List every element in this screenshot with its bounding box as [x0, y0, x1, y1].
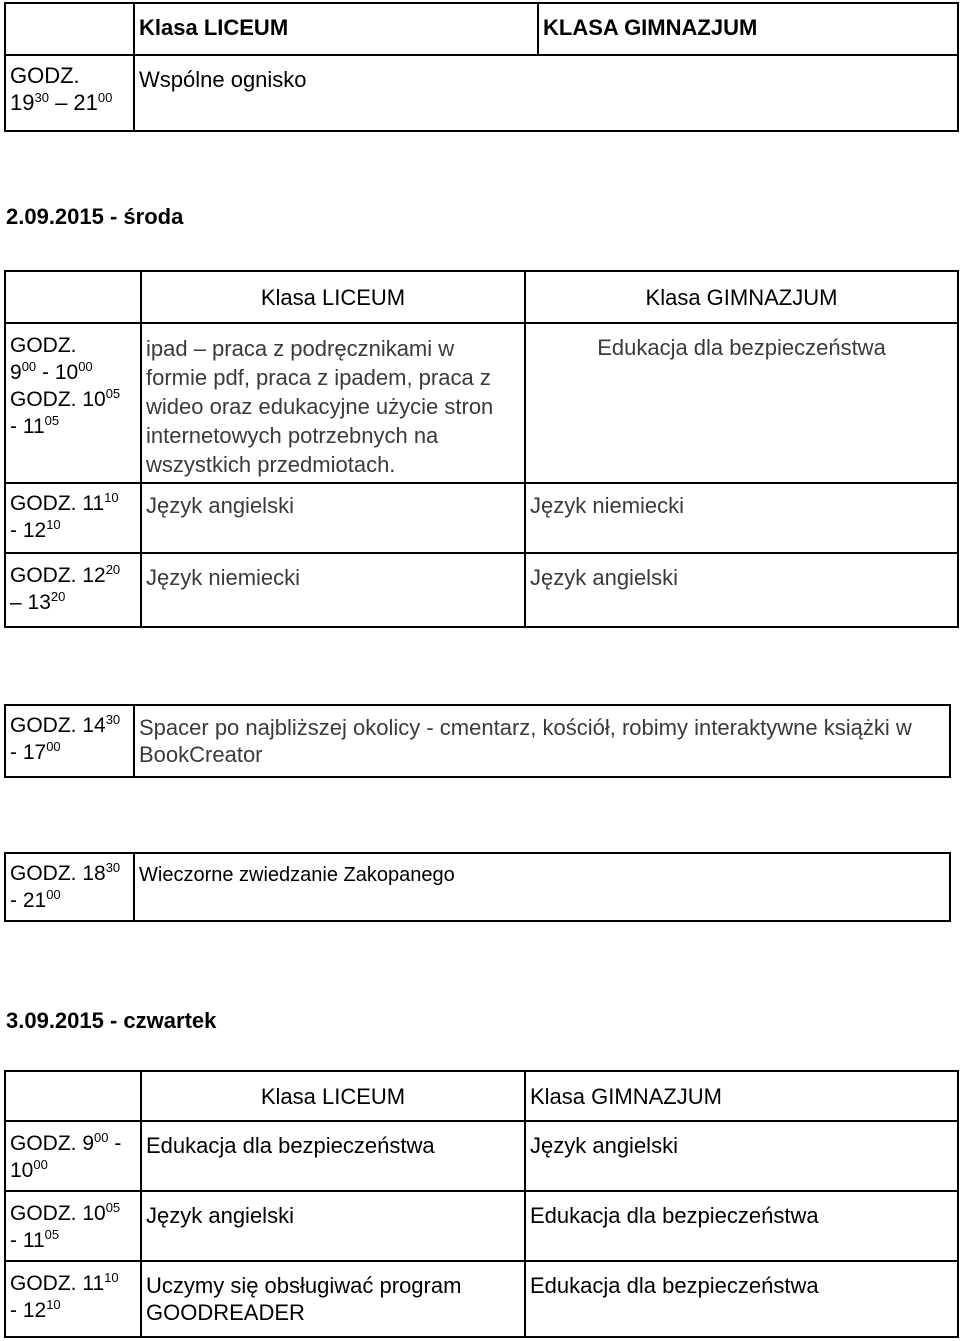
lesson-cell-gimnazjum: Edukacja dla bezpieczeństwa	[525, 323, 958, 483]
header-liceum: Klasa LICEUM	[141, 271, 525, 323]
header-liceum: Klasa LICEUM	[141, 1071, 525, 1121]
lesson-cell-liceum: Język angielski	[141, 483, 525, 553]
schedule-table-day1	[4, 270, 959, 628]
activity-cell: Wspólne ognisko	[134, 55, 958, 131]
time-cell: GODZ. $9^{00}$ - $10^{00}$	[5, 1121, 141, 1191]
lesson-cell-gimnazjum: Język angielski	[525, 1121, 958, 1191]
time-cell: GODZ. $10^{05}$ - $11^{05}$	[5, 1191, 141, 1261]
schedule-table-evening	[4, 852, 951, 922]
empty-corner-cell	[5, 3, 134, 55]
empty-corner-cell	[5, 1071, 141, 1121]
lesson-cell-liceum: Język niemiecki	[141, 553, 525, 627]
schedule-table-day2	[4, 1070, 959, 1338]
time-cell: GODZ. $9^{00} - 10^{00}$ GODZ. $10^{05}$ - $11^{05}$	[5, 323, 141, 483]
activity-cell: Wieczorne zwiedzanie Zakopanego	[134, 853, 950, 921]
empty-corner-cell	[5, 271, 141, 323]
header-gimnazjum: Klasa GIMNAZJUM	[525, 1071, 958, 1121]
lesson-cell-gimnazjum: Edukacja dla bezpieczeństwa	[525, 1191, 958, 1261]
lesson-cell-liceum: ipad – praca z podręcznikami w formie pdf, praca z ipadem, praca z wideo oraz edukacyjne użycie stron internetowych potrzebnych na wszystkich przedmiotach.	[141, 323, 525, 483]
time-cell: GODZ. $14^{30}$ - $17^{00}$	[5, 705, 134, 777]
date-heading-day2: 3.09.2015 - czwartek	[6, 1008, 217, 1033]
time-cell: GODZ. $11^{10}$ - $12^{10}$	[5, 483, 141, 553]
schedule-table-afternoon	[4, 704, 951, 778]
time-cell: GODZ. $12^{20}$ – $13^{20}$	[5, 553, 141, 627]
lesson-cell-liceum: Uczymy się obsługiwać program GOODREADER	[141, 1261, 525, 1337]
header-gimnazjum: KLASA GIMNAZJUM	[538, 3, 958, 55]
lesson-cell-liceum: Edukacja dla bezpieczeństwa	[141, 1121, 525, 1191]
time-cell: GODZ. $19^{30} - 21^{00}$	[5, 55, 134, 131]
header-gimnazjum: Klasa GIMNAZJUM	[525, 271, 958, 323]
lesson-cell-gimnazjum: Edukacja dla bezpieczeństwa	[525, 1261, 958, 1337]
lesson-cell-gimnazjum: Język angielski	[525, 553, 958, 627]
lesson-cell-liceum: Język angielski	[141, 1191, 525, 1261]
time-label: GODZ.	[10, 63, 80, 88]
activity-cell: Spacer po najbliższej okolicy - cmentarz, kościół, robimy interaktywne książki w BookCreator	[134, 705, 950, 777]
lesson-cell-gimnazjum: Język niemiecki	[525, 483, 958, 553]
time-cell: GODZ. $18^{30}$ - $21^{00}$	[5, 853, 134, 921]
date-heading-day1: 2.09.2015 - środa	[6, 204, 184, 229]
header-liceum: Klasa LICEUM	[134, 3, 538, 55]
time-cell: GODZ. $11^{10}$ - $12^{10}$	[5, 1261, 141, 1337]
schedule-table-top	[4, 2, 959, 132]
